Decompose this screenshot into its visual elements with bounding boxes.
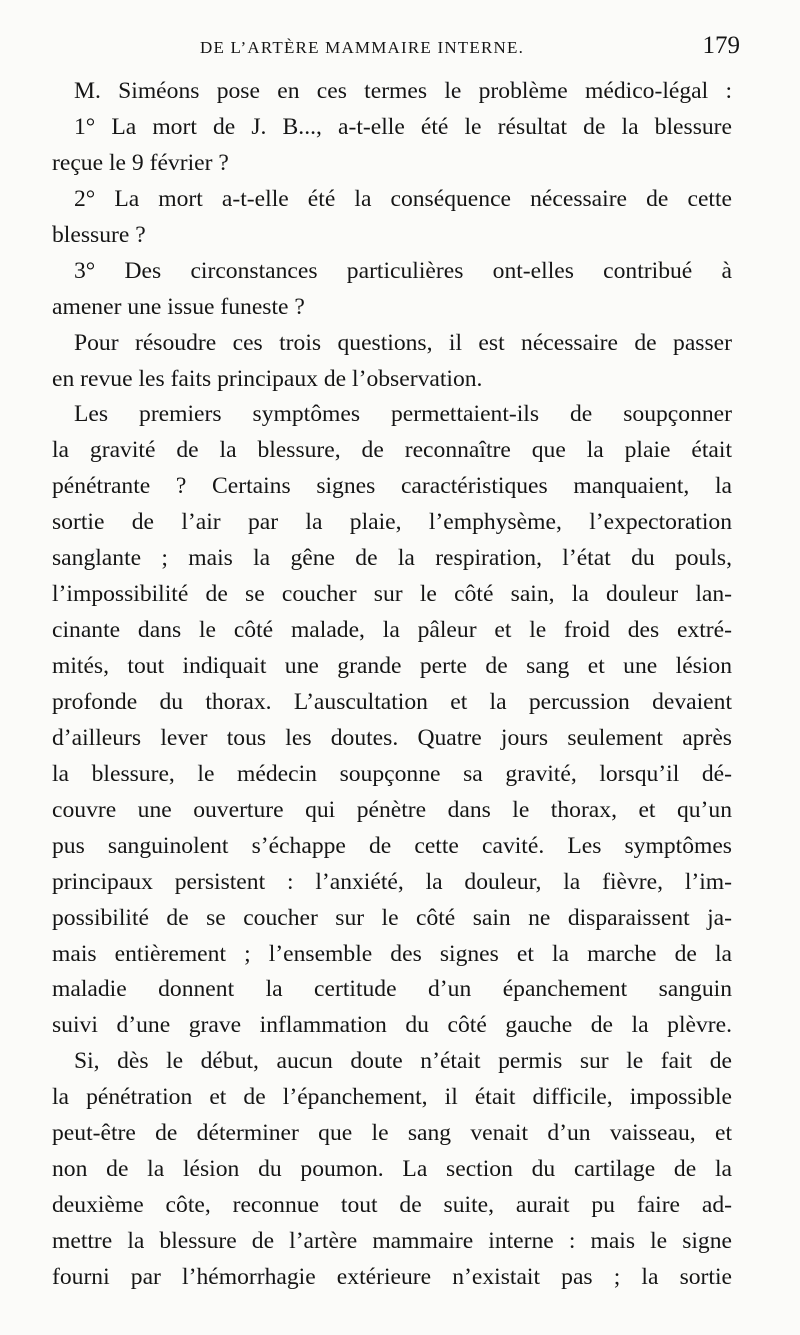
text-line: maladie donnent la certitude d’un épanchement sanguin <box>52 976 732 1003</box>
text-line: 1° La mort de J. B..., a-t-elle été le résultat de la blessure <box>74 113 732 140</box>
text-line: cinante dans le côté malade, la pâleur et le froid des extré- <box>52 617 732 644</box>
text-line: mités, tout indiquait une grande perte de sang et une lésion <box>52 653 732 679</box>
text-line: non de la lésion du poumon. La section du cartilage de la <box>52 1156 732 1183</box>
text-line: profonde du thorax. L’auscultation et la percussion devaient <box>52 688 732 715</box>
text-line: mais entièrement ; l’ensemble des signes et la marche de la <box>52 940 732 967</box>
text-line: peut-être de déterminer que le sang venait d’un vaisseau, et <box>52 1120 732 1147</box>
text-line: mettre la blessure de l’artère mammaire interne : mais le signe <box>52 1228 732 1254</box>
text-line: pus sanguinolent s’échappe de cette cavité. Les symptômes <box>52 832 732 859</box>
text-line: la gravité de la blessure, de reconnaître que la plaie était <box>52 437 732 464</box>
body-text <box>52 74 732 1296</box>
running-head: DE L’ARTÈRE MAMMAIRE INTERNE. <box>200 38 525 57</box>
text-line: la pénétration et de l’épanchement, il était difficile, impossible <box>52 1084 732 1111</box>
text-line: couvre une ouverture qui pénètre dans le thorax, et qu’un <box>52 796 732 823</box>
text-line: deuxième côte, reconnue tout de suite, aurait pu faire ad- <box>52 1192 732 1219</box>
page-number: 179 <box>702 32 740 59</box>
text-line: d’ailleurs lever tous les doutes. Quatre jours seulement après <box>52 724 732 751</box>
text-line: sanglante ; mais la gêne de la respiration, l’état du pouls, <box>52 545 732 572</box>
text-line: Pour résoudre ces trois questions, il est nécessaire de passer <box>74 329 732 356</box>
text-line: 2° La mort a-t-elle été la conséquence nécessaire de cette <box>74 185 732 212</box>
page-header <box>200 30 740 64</box>
text-line: 3° Des circonstances particulières ont-elles contribué à <box>74 257 732 284</box>
text-line: principaux persistent : l’anxiété, la douleur, la fièvre, l’im- <box>52 868 732 895</box>
text-line: amener une issue funeste ? <box>52 293 305 320</box>
text-line: la blessure, le médecin soupçonne sa gravité, lorsqu’il dé- <box>52 760 732 787</box>
text-line: sortie de l’air par la plaie, l’emphysème, l’expectoration <box>52 509 732 536</box>
text-line: l’impossibilité de se coucher sur le côté sain, la douleur lan- <box>52 581 732 608</box>
text-line: suivi d’une grave inflammation du côté gauche de la plèvre. <box>52 1012 732 1039</box>
text-line: possibilité de se coucher sur le côté sain ne disparaissent ja- <box>52 904 732 931</box>
text-line: reçue le 9 février ? <box>52 149 229 176</box>
text-line: Si, dès le début, aucun doute n’était permis sur le fait de <box>74 1048 732 1075</box>
text-line: fourni par l’hémorrhagie extérieure n’existait pas ; la sortie <box>52 1263 732 1290</box>
text-line: pénétrante ? Certains signes caractéristiques manquaient, la <box>52 473 732 500</box>
text-line: blessure ? <box>52 221 146 248</box>
text-line: M. Siméons pose en ces termes le problème médico-légal : <box>74 78 732 104</box>
text-line: Les premiers symptômes permettaient-ils de soupçonner <box>74 401 732 428</box>
text-line: en revue les faits principaux de l’observation. <box>52 365 483 392</box>
